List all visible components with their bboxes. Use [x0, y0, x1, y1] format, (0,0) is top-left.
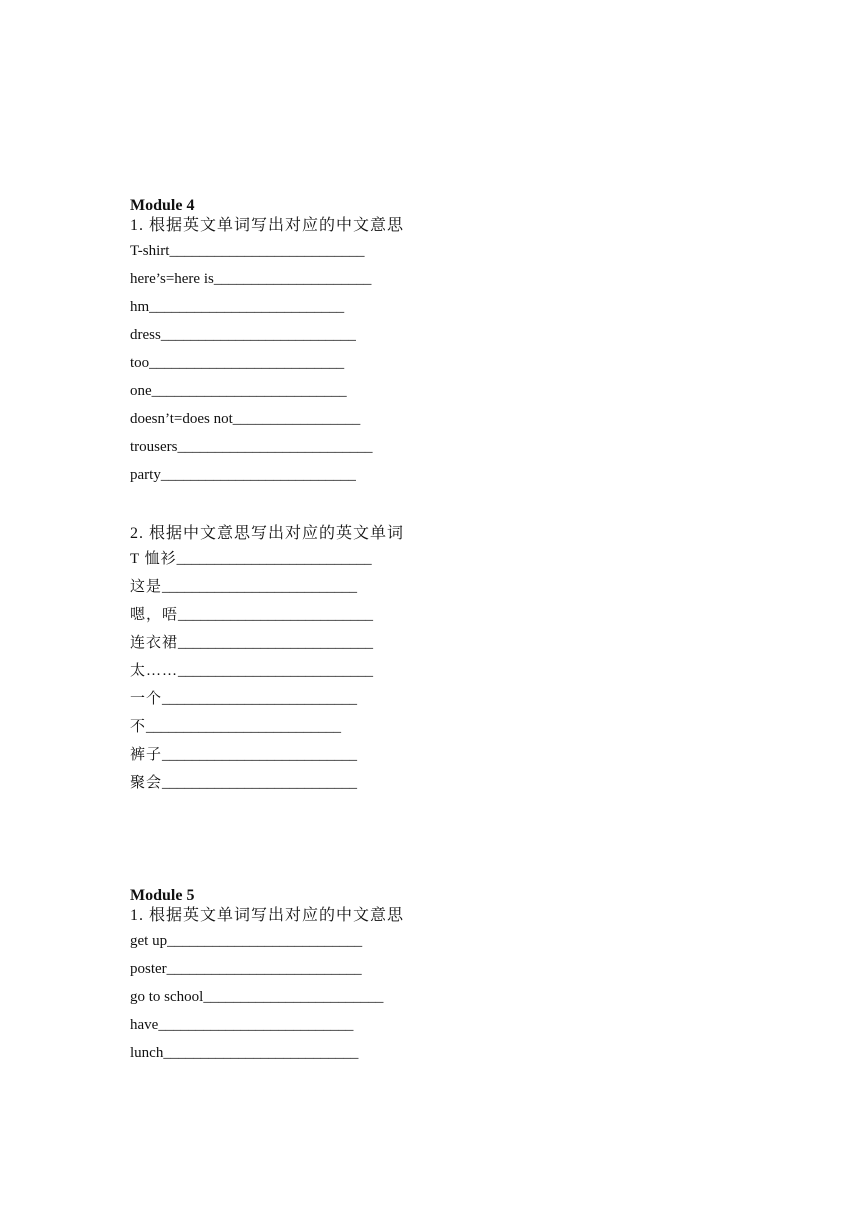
vocab-line [130, 769, 730, 797]
answer-blank: __________________________ [162, 579, 358, 595]
vocab-term: 一个 [130, 691, 163, 707]
answer-blank: __________________________ [160, 327, 356, 343]
vocab-term: one [130, 383, 152, 399]
vocab-line [130, 405, 730, 433]
answer-blank: __________________________ [169, 243, 365, 259]
vocab-line [130, 601, 730, 629]
vocab-line [130, 349, 730, 377]
answer-blank: __________________________ [163, 1045, 359, 1061]
vocab-term: party [130, 467, 161, 483]
answer-blank: _____________________ [213, 271, 372, 287]
vocab-term: poster [130, 961, 167, 977]
vocab-line [130, 433, 730, 461]
answer-blank: __________________________ [178, 635, 374, 651]
section-en-to-cn [130, 215, 730, 489]
vocab-line [130, 741, 730, 769]
answer-blank: __________________________ [162, 747, 358, 763]
vocab-term: get up [130, 933, 168, 949]
answer-blank: __________________________ [178, 663, 374, 679]
vocab-line [130, 955, 730, 983]
vocab-line [130, 545, 730, 573]
answer-blank: __________________________ [166, 961, 362, 977]
vocab-term: doesn’t=does not [130, 411, 233, 427]
vocab-term: hm [130, 299, 150, 315]
vocab-term: 聚会 [130, 775, 163, 791]
answer-blank: __________________________ [162, 775, 358, 791]
vocab-term: 这是 [130, 579, 163, 595]
vocab-term: lunch [130, 1045, 164, 1061]
answer-blank: __________________________ [158, 1017, 354, 1033]
spacer [130, 489, 730, 523]
vocab-term: T-shirt [130, 243, 170, 259]
module-title: Module 5 [130, 887, 195, 904]
vocab-term: 裤子 [130, 747, 163, 763]
answer-blank: __________________________ [177, 439, 373, 455]
section-cn-to-en [130, 523, 730, 797]
answer-blank: __________________________ [160, 467, 356, 483]
vocab-term: have [130, 1017, 159, 1033]
section-en-to-cn [130, 905, 730, 1067]
answer-blank: __________________________ [149, 299, 345, 315]
vocab-line [130, 1011, 730, 1039]
vocab-line [130, 657, 730, 685]
answer-blank: __________________________ [149, 355, 345, 371]
vocab-term: 不 [130, 719, 147, 735]
section-heading: 1. 根据英文单词写出对应的中文意思 [130, 907, 405, 924]
vocab-line [130, 293, 730, 321]
answer-blank: __________________________ [151, 383, 347, 399]
vocab-line [130, 265, 730, 293]
answer-blank: __________________________ [167, 933, 363, 949]
vocab-line [130, 321, 730, 349]
vocab-term: 嗯，唔 [130, 607, 179, 623]
vocab-term: too [130, 355, 150, 371]
answer-blank: _________________ [232, 411, 361, 427]
answer-blank: __________________________ [176, 551, 372, 567]
vocab-line [130, 377, 730, 405]
answer-blank: __________________________ [178, 607, 374, 623]
module-4 [130, 197, 730, 797]
worksheet [130, 197, 730, 1067]
section-heading: 2. 根据中文意思写出对应的英文单词 [130, 525, 405, 542]
module-5 [130, 887, 730, 1067]
vocab-line [130, 713, 730, 741]
vocab-line [130, 927, 730, 955]
vocab-line [130, 573, 730, 601]
spacer [130, 797, 730, 887]
answer-blank: ________________________ [203, 989, 384, 1005]
answer-blank: __________________________ [162, 691, 358, 707]
vocab-line [130, 1039, 730, 1067]
vocab-term: trousers [130, 439, 178, 455]
vocab-line [130, 983, 730, 1011]
vocab-term: 连衣裙 [130, 635, 179, 651]
vocab-term: T 恤衫 [130, 551, 177, 567]
module-title: Module 4 [130, 197, 195, 214]
vocab-line [130, 237, 730, 265]
vocab-line [130, 685, 730, 713]
vocab-term: 太…… [130, 663, 179, 679]
section-heading: 1. 根据英文单词写出对应的中文意思 [130, 217, 405, 234]
vocab-term: dress [130, 327, 161, 343]
answer-blank: __________________________ [146, 719, 342, 735]
vocab-term: here’s=here is [130, 271, 214, 287]
vocab-term: go to school [130, 989, 204, 1005]
vocab-line [130, 461, 730, 489]
vocab-line [130, 629, 730, 657]
